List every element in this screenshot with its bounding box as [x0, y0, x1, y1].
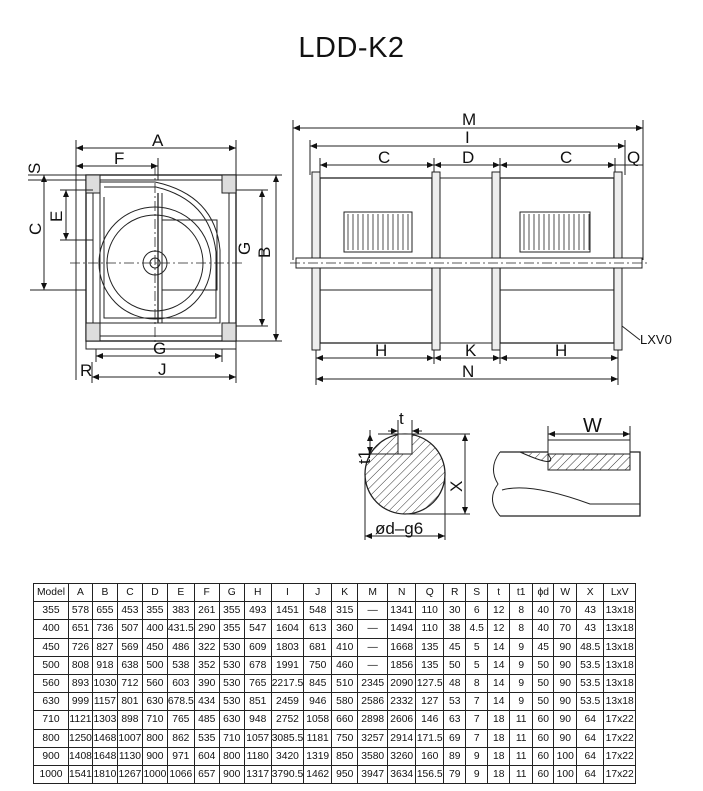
- table-cell: 14: [488, 638, 510, 656]
- dim-label-r: R: [80, 361, 93, 380]
- table-header-cell: A: [69, 584, 93, 602]
- table-cell: 1408: [69, 747, 93, 765]
- dim-label-c-left: C: [378, 148, 391, 167]
- table-cell: 638: [117, 656, 142, 674]
- table-cell: 681: [304, 638, 332, 656]
- table-header-cell: C: [117, 584, 142, 602]
- table-cell: 538: [167, 656, 194, 674]
- table-cell: 604: [194, 747, 219, 765]
- dim-label-w: W: [583, 415, 602, 437]
- table-cell: 530: [219, 656, 244, 674]
- table-cell: 50: [533, 674, 554, 692]
- table-cell: 135: [416, 638, 444, 656]
- table-cell: 60: [533, 765, 554, 783]
- table-cell: 63: [444, 711, 466, 729]
- table-cell: 45: [444, 638, 466, 656]
- table-cell: 11: [510, 711, 533, 729]
- table-cell: 850: [332, 747, 358, 765]
- table-cell: 60: [533, 711, 554, 729]
- table-cell: 100: [554, 765, 577, 783]
- table-cell: 355: [219, 620, 244, 638]
- table-cell: 535: [194, 729, 219, 747]
- table-cell: 500: [34, 656, 69, 674]
- table-cell: 48: [444, 674, 466, 692]
- table-cell: 450: [142, 638, 167, 656]
- table-cell: 657: [194, 765, 219, 783]
- table-cell: 2345: [358, 674, 388, 692]
- table-cell: 750: [304, 656, 332, 674]
- table-cell: 5: [466, 638, 488, 656]
- table-cell: 530: [219, 638, 244, 656]
- table-cell: 1130: [117, 747, 142, 765]
- table-cell: 3634: [388, 765, 416, 783]
- table-cell: 678.5: [167, 693, 194, 711]
- table-row: [34, 765, 636, 783]
- table-cell: 950: [332, 765, 358, 783]
- table-cell: 110: [416, 602, 444, 620]
- table-cell: 1341: [388, 602, 416, 620]
- table-header-cell: M: [358, 584, 388, 602]
- table-cell: —: [358, 602, 388, 620]
- table-cell: 50: [444, 656, 466, 674]
- table-cell: 110: [416, 620, 444, 638]
- table-cell: 53.5: [577, 674, 604, 692]
- dim-label-a: A: [152, 131, 164, 150]
- table-cell: 135: [416, 656, 444, 674]
- table-cell: 845: [304, 674, 332, 692]
- table-cell: 453: [117, 602, 142, 620]
- table-cell: 14: [488, 693, 510, 711]
- table-header-cell: D: [142, 584, 167, 602]
- table-cell: 493: [244, 602, 271, 620]
- table-header-cell: R: [444, 584, 466, 602]
- table-cell: 48.5: [577, 638, 604, 656]
- table-cell: 560: [142, 674, 167, 692]
- table-cell: 5: [466, 656, 488, 674]
- table-cell: 11: [510, 747, 533, 765]
- table-cell: 1319: [304, 747, 332, 765]
- table-cell: 2914: [388, 729, 416, 747]
- table-cell: 3790.5: [271, 765, 304, 783]
- dim-label-m: M: [462, 110, 477, 129]
- table-cell: 352: [194, 656, 219, 674]
- table-cell: 613: [304, 620, 332, 638]
- right-impeller-grille: [520, 212, 590, 252]
- table-cell: 18: [488, 729, 510, 747]
- table-cell: 69: [444, 729, 466, 747]
- table-cell: 43: [577, 602, 604, 620]
- table-header-cell: J: [304, 584, 332, 602]
- table-cell: 18: [488, 711, 510, 729]
- table-cell: 710: [142, 711, 167, 729]
- table-cell: 918: [92, 656, 117, 674]
- table-cell: 800: [34, 729, 69, 747]
- table-cell: 7: [466, 693, 488, 711]
- table-cell: 14: [488, 674, 510, 692]
- table-cell: 50: [533, 656, 554, 674]
- table-cell: 1121: [69, 711, 93, 729]
- table-cell: 510: [332, 674, 358, 692]
- table-cell: 9: [510, 638, 533, 656]
- table-cell: 1494: [388, 620, 416, 638]
- table-cell: 390: [194, 674, 219, 692]
- table-cell: 64: [577, 765, 604, 783]
- table-cell: 1856: [388, 656, 416, 674]
- table-cell: 400: [142, 620, 167, 638]
- table-header-cell: K: [332, 584, 358, 602]
- table-cell: 17x22: [604, 765, 636, 783]
- dim-label-t: t: [399, 409, 404, 428]
- table-cell: 580: [332, 693, 358, 711]
- table-cell: 946: [304, 693, 332, 711]
- table-cell: 726: [69, 638, 93, 656]
- table-cell: —: [358, 620, 388, 638]
- table-cell: —: [358, 656, 388, 674]
- table-cell: 156.5: [416, 765, 444, 783]
- table-cell: 30: [444, 602, 466, 620]
- table-cell: 1648: [92, 747, 117, 765]
- table-cell: 13x18: [604, 602, 636, 620]
- dim-label-j: J: [158, 360, 167, 379]
- table-cell: 7: [466, 711, 488, 729]
- table-cell: 1541: [69, 765, 93, 783]
- table-cell: 90: [554, 693, 577, 711]
- table-cell: 651: [69, 620, 93, 638]
- table-cell: 9: [466, 747, 488, 765]
- table-row: [34, 674, 636, 692]
- table-cell: 630: [34, 693, 69, 711]
- table-cell: 1303: [92, 711, 117, 729]
- table-cell: 1604: [271, 620, 304, 638]
- table-cell: 900: [142, 747, 167, 765]
- table-cell: 3580: [358, 747, 388, 765]
- table-cell: —: [358, 638, 388, 656]
- table-cell: 434: [194, 693, 219, 711]
- dim-label-d-g6: ød–g6: [375, 519, 424, 538]
- table-cell: 43: [577, 620, 604, 638]
- table-cell: 64: [577, 729, 604, 747]
- table-cell: 630: [142, 693, 167, 711]
- table-cell: 171.5: [416, 729, 444, 747]
- dim-label-e: E: [47, 210, 66, 222]
- table-cell: 560: [34, 674, 69, 692]
- table-header-cell: I: [271, 584, 304, 602]
- table-header-cell: S: [466, 584, 488, 602]
- table-cell: 53: [444, 693, 466, 711]
- table-cell: 2586: [358, 693, 388, 711]
- table-cell: 160: [416, 747, 444, 765]
- table-cell: 13x18: [604, 693, 636, 711]
- table-cell: 8: [510, 602, 533, 620]
- dim-label-t1: t1: [355, 449, 374, 464]
- table-cell: 13x18: [604, 638, 636, 656]
- table-header-cell: Model: [34, 584, 69, 602]
- table-cell: 948: [244, 711, 271, 729]
- dim-label-i: I: [465, 128, 470, 147]
- table-cell: 1181: [304, 729, 332, 747]
- table-cell: 800: [219, 747, 244, 765]
- table-cell: 547: [244, 620, 271, 638]
- table-cell: 999: [69, 693, 93, 711]
- table-cell: 17x22: [604, 711, 636, 729]
- table-cell: 1991: [271, 656, 304, 674]
- table-cell: 655: [92, 602, 117, 620]
- table-cell: 322: [194, 638, 219, 656]
- dim-label-c: C: [26, 222, 45, 235]
- table-cell: 765: [244, 674, 271, 692]
- table-cell: 18: [488, 765, 510, 783]
- table-cell: 127: [416, 693, 444, 711]
- table-cell: 383: [167, 602, 194, 620]
- table-cell: 678: [244, 656, 271, 674]
- table-cell: 90: [554, 638, 577, 656]
- table-cell: 1317: [244, 765, 271, 783]
- table-cell: 609: [244, 638, 271, 656]
- dim-label-f: F: [114, 149, 125, 168]
- table-cell: 2752: [271, 711, 304, 729]
- table-cell: 2090: [388, 674, 416, 692]
- table-cell: 7: [466, 729, 488, 747]
- table-cell: 1803: [271, 638, 304, 656]
- table-cell: 11: [510, 729, 533, 747]
- table-header-row: [34, 584, 636, 602]
- table-header-cell: G: [219, 584, 244, 602]
- table-cell: 801: [117, 693, 142, 711]
- table-cell: 100: [554, 747, 577, 765]
- table-cell: 315: [332, 602, 358, 620]
- dim-label-k: K: [465, 341, 477, 360]
- table-cell: 3947: [358, 765, 388, 783]
- table-cell: 410: [332, 638, 358, 656]
- table-cell: 712: [117, 674, 142, 692]
- table-cell: 79: [444, 765, 466, 783]
- dim-label-h-right: H: [555, 341, 568, 360]
- table-cell: 2459: [271, 693, 304, 711]
- table-cell: 290: [194, 620, 219, 638]
- table-row: [34, 656, 636, 674]
- table-cell: 971: [167, 747, 194, 765]
- table-header-cell: X: [577, 584, 604, 602]
- table-cell: 146: [416, 711, 444, 729]
- table-cell: 1058: [304, 711, 332, 729]
- table-cell: 710: [219, 729, 244, 747]
- table-cell: 50: [533, 693, 554, 711]
- table-cell: 485: [194, 711, 219, 729]
- table-cell: 2606: [388, 711, 416, 729]
- table-cell: 90: [554, 729, 577, 747]
- table-cell: 603: [167, 674, 194, 692]
- table-cell: 1180: [244, 747, 271, 765]
- table-cell: 1250: [69, 729, 93, 747]
- dim-label-s: S: [25, 162, 44, 174]
- table-cell: 2332: [388, 693, 416, 711]
- table-cell: 862: [167, 729, 194, 747]
- dim-label-h-left: H: [375, 341, 388, 360]
- table-cell: 578: [69, 602, 93, 620]
- table-cell: 9: [466, 765, 488, 783]
- table-cell: 500: [142, 656, 167, 674]
- table-cell: 355: [219, 602, 244, 620]
- table-row: [34, 729, 636, 747]
- table-header-cell: B: [92, 584, 117, 602]
- table-cell: 38: [444, 620, 466, 638]
- table-cell: 45: [533, 638, 554, 656]
- table-cell: 460: [332, 656, 358, 674]
- spec-table: [33, 583, 636, 784]
- table-row: [34, 711, 636, 729]
- table-cell: 800: [142, 729, 167, 747]
- table-cell: 530: [219, 674, 244, 692]
- table-cell: 1057: [244, 729, 271, 747]
- table-cell: 900: [34, 747, 69, 765]
- table-cell: 1000: [142, 765, 167, 783]
- table-cell: 90: [554, 711, 577, 729]
- table-cell: 17x22: [604, 747, 636, 765]
- table-cell: 1451: [271, 602, 304, 620]
- table-row: [34, 638, 636, 656]
- table-cell: 13x18: [604, 674, 636, 692]
- table-cell: 900: [219, 765, 244, 783]
- table-row: [34, 747, 636, 765]
- table-cell: 1267: [117, 765, 142, 783]
- table-cell: 70: [554, 602, 577, 620]
- table-cell: 1468: [92, 729, 117, 747]
- table-header-cell: ϕd: [533, 584, 554, 602]
- table-cell: 90: [554, 674, 577, 692]
- table-cell: 1810: [92, 765, 117, 783]
- table-row: [34, 602, 636, 620]
- table-cell: 18: [488, 747, 510, 765]
- table-cell: 893: [69, 674, 93, 692]
- page-title: LDD-K2: [298, 32, 405, 64]
- table-cell: 6: [466, 602, 488, 620]
- table-cell: 736: [92, 620, 117, 638]
- table-cell: 450: [34, 638, 69, 656]
- table-header-cell: t1: [510, 584, 533, 602]
- table-cell: 1007: [117, 729, 142, 747]
- table-header-cell: t: [488, 584, 510, 602]
- table-header-cell: F: [194, 584, 219, 602]
- dim-label-b: B: [255, 246, 274, 258]
- table-cell: 808: [69, 656, 93, 674]
- table-header-cell: W: [554, 584, 577, 602]
- table-cell: 53.5: [577, 656, 604, 674]
- table-cell: 851: [244, 693, 271, 711]
- table-cell: 486: [167, 638, 194, 656]
- dim-label-g-right: G: [235, 241, 254, 255]
- table-cell: 60: [533, 729, 554, 747]
- table-cell: 64: [577, 747, 604, 765]
- table-cell: 12: [488, 620, 510, 638]
- table-row: [34, 693, 636, 711]
- table-cell: 64: [577, 711, 604, 729]
- table-cell: 70: [554, 620, 577, 638]
- table-cell: 630: [219, 711, 244, 729]
- table-cell: 9: [510, 693, 533, 711]
- table-cell: 127.5: [416, 674, 444, 692]
- table-cell: 1030: [92, 674, 117, 692]
- table-cell: 400: [34, 620, 69, 638]
- dim-label-lxv0: LXV0: [640, 332, 672, 347]
- table-header-cell: Q: [416, 584, 444, 602]
- table-cell: 40: [533, 602, 554, 620]
- table-header-cell: LxV: [604, 584, 636, 602]
- table-cell: 1066: [167, 765, 194, 783]
- table-cell: 3420: [271, 747, 304, 765]
- table-cell: 898: [117, 711, 142, 729]
- table-cell: 13x18: [604, 656, 636, 674]
- table-cell: 355: [34, 602, 69, 620]
- table-cell: 40: [533, 620, 554, 638]
- table-cell: 12: [488, 602, 510, 620]
- keyway-view: [492, 426, 640, 516]
- table-cell: 9: [510, 674, 533, 692]
- table-cell: 710: [34, 711, 69, 729]
- table-cell: 355: [142, 602, 167, 620]
- table-row: [34, 620, 636, 638]
- table-cell: 507: [117, 620, 142, 638]
- dim-label-c-right: C: [560, 148, 573, 167]
- table-cell: 827: [92, 638, 117, 656]
- table-header-cell: H: [244, 584, 271, 602]
- table-cell: 1157: [92, 693, 117, 711]
- table-cell: 261: [194, 602, 219, 620]
- table-cell: 750: [332, 729, 358, 747]
- table-header-cell: N: [388, 584, 416, 602]
- table-cell: 8: [510, 620, 533, 638]
- dim-label-g-bottom: G: [153, 339, 167, 358]
- table-cell: 13x18: [604, 620, 636, 638]
- table-cell: 11: [510, 765, 533, 783]
- front-view-labels: [25, 131, 274, 380]
- table-cell: 8: [466, 674, 488, 692]
- table-cell: 4.5: [466, 620, 488, 638]
- table-header-cell: E: [167, 584, 194, 602]
- table-cell: 2217.5: [271, 674, 304, 692]
- table-cell: 765: [167, 711, 194, 729]
- table-cell: 9: [510, 656, 533, 674]
- table-cell: 17x22: [604, 729, 636, 747]
- dim-label-n: N: [462, 362, 475, 381]
- table-cell: 3260: [388, 747, 416, 765]
- table-cell: 1462: [304, 765, 332, 783]
- table-cell: 360: [332, 620, 358, 638]
- table-cell: 569: [117, 638, 142, 656]
- table-cell: 660: [332, 711, 358, 729]
- table-cell: 53.5: [577, 693, 604, 711]
- table-cell: 14: [488, 656, 510, 674]
- table-cell: 530: [219, 693, 244, 711]
- table-cell: 2898: [358, 711, 388, 729]
- dim-label-x: X: [447, 480, 466, 492]
- table-cell: 3257: [358, 729, 388, 747]
- table-cell: 1668: [388, 638, 416, 656]
- dim-label-q: Q: [627, 148, 641, 167]
- table-cell: 1000: [34, 765, 69, 783]
- table-cell: 60: [533, 747, 554, 765]
- table-cell: 548: [304, 602, 332, 620]
- table-cell: 89: [444, 747, 466, 765]
- table-cell: 431.5: [167, 620, 194, 638]
- table-cell: 90: [554, 656, 577, 674]
- table-cell: 3085.5: [271, 729, 304, 747]
- dim-label-d: D: [462, 148, 475, 167]
